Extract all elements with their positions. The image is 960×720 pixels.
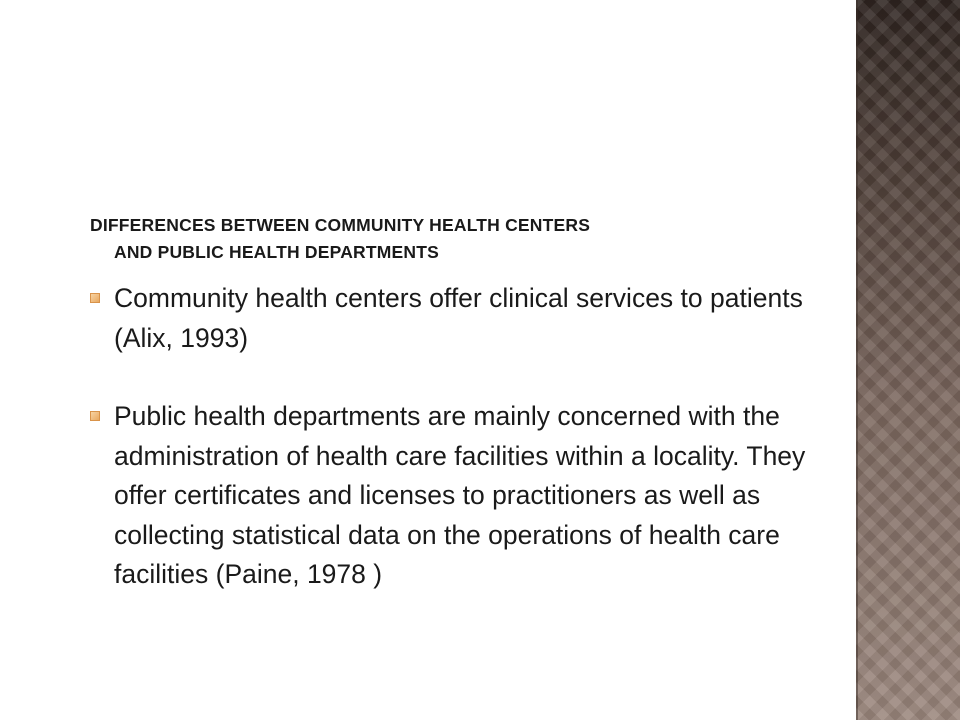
decorative-side-panel [856, 0, 960, 720]
bullet-text: Public health departments are mainly concerned with the administration of health care facilities within a locality. They offer certificates and licenses to practitioners as well as collecting statistical data on the operations of health care facilities (Paine, 1978 ) [114, 401, 806, 589]
bullet-square-icon [90, 293, 100, 303]
bullet-item [90, 279, 810, 358]
bullet-list [90, 279, 810, 595]
bullet-item [90, 397, 810, 595]
slide-title-line-1: DIFFERENCES BETWEEN COMMUNITY HEALTH CENTERS [90, 215, 591, 235]
slide-title-line-2: AND PUBLIC HEALTH DEPARTMENTS [114, 242, 440, 262]
bullet-square-icon [90, 411, 100, 421]
side-panel-edge [856, 0, 858, 720]
bullet-text: Community health centers offer clinical services to patients (Alix, 1993) [114, 283, 803, 353]
slide-title [90, 212, 790, 266]
